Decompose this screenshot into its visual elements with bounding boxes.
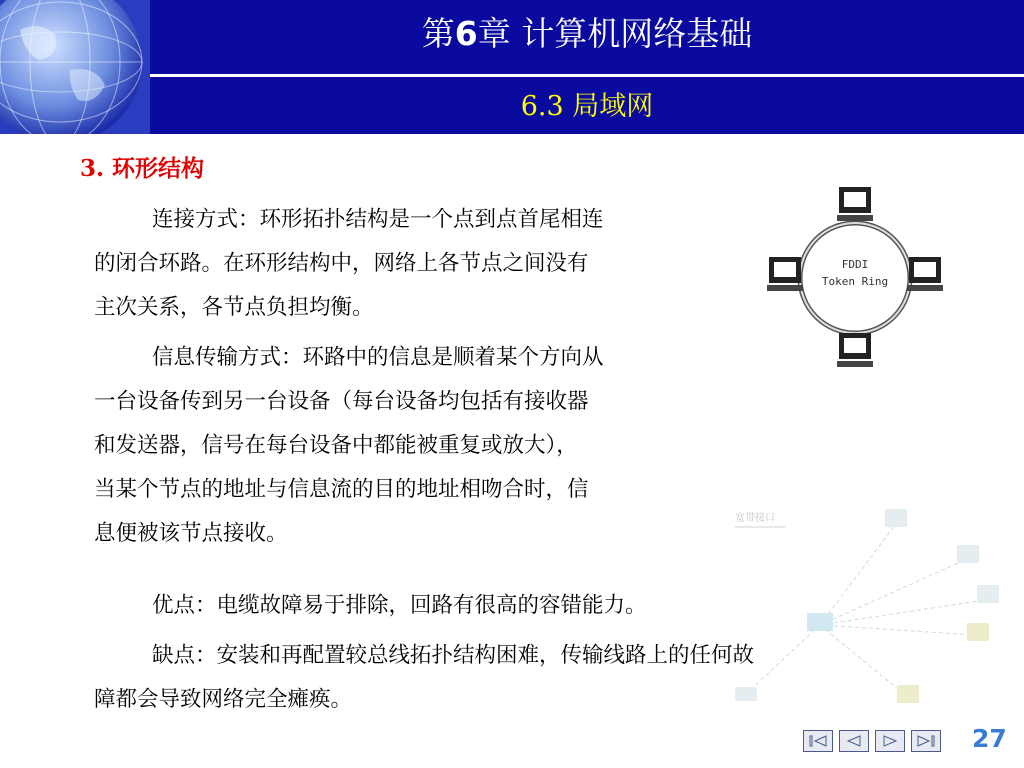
ring-label-fddi: FDDI <box>841 258 869 271</box>
first-page-icon[interactable] <box>803 730 833 752</box>
computer-icon <box>767 257 803 291</box>
slide-header <box>0 0 1024 134</box>
page-number: 27 <box>972 724 1007 753</box>
section-subtitle: 6.3 局域网 <box>520 91 654 122</box>
slide-navigation <box>803 730 941 752</box>
section-heading: 3. 环形结构 <box>80 155 205 182</box>
header-divider <box>150 74 1024 77</box>
paragraph-advantage: 优点：电缆故障易于排除，回路有很高的容错能力。 <box>152 593 647 618</box>
ring-label-token: Token Ring <box>821 275 889 288</box>
page-title: 第6章 计算机网络基础 <box>421 14 753 53</box>
network-watermark-graphic <box>725 505 1024 720</box>
computer-icon <box>837 187 873 221</box>
next-page-icon[interactable] <box>875 730 905 752</box>
globe-icon <box>0 0 150 134</box>
last-page-icon[interactable] <box>911 730 941 752</box>
paragraph-disadvantage: 缺点：安装和再配置较总线拓扑结构困难，传输线路上的任何故 障都会导致网络完全瘫痪。 <box>94 643 755 712</box>
token-ring-diagram <box>765 183 945 373</box>
paragraph-transmission: 信息传输方式：环路中的信息是顺着某个方向从 一台设备传到另一台设备（每台设备均包括有接收器 和发送器，信号在每台设备中都能被重复或放大）， 当某个节点的地址与信息流的目的地址相吻合时，信 息便被该节点接收。 <box>94 345 604 546</box>
prev-page-icon[interactable] <box>839 730 869 752</box>
computer-icon <box>907 257 943 291</box>
paragraph-connection: 连接方式：环形拓扑结构是一个点到点首尾相连 的闭合环路。在环形结构中，网络上各节点之间没有 主次关系，各节点负担均衡。 <box>94 207 604 320</box>
watermark-label: 宽带接口 <box>735 513 775 524</box>
computer-icon <box>837 333 873 367</box>
